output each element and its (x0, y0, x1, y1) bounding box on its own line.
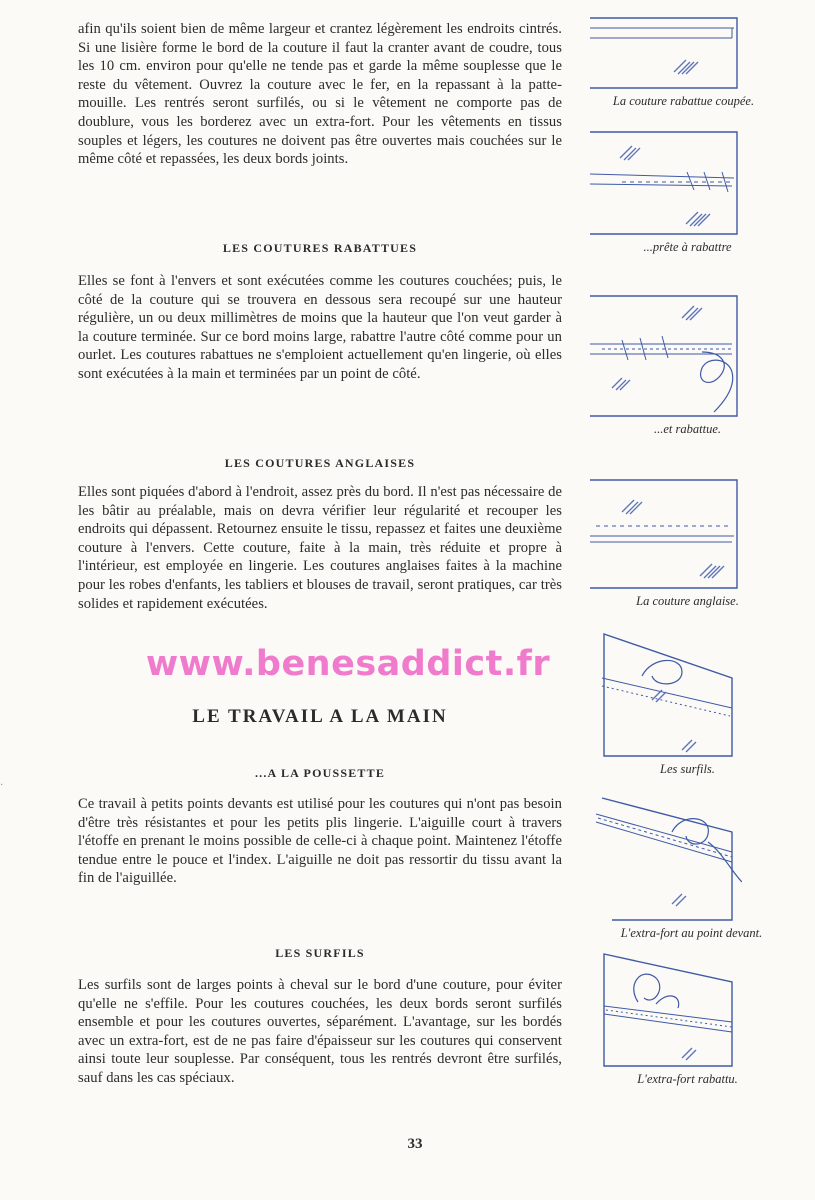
figure-couture-anglaise (560, 476, 815, 609)
overcast-stitch-illustration-icon (582, 628, 742, 760)
figure-extra-fort-rabattu (560, 948, 815, 1087)
seam-pinned-illustration-icon (582, 128, 742, 238)
paragraph-intro: afin qu'ils soient bien de même largeur et crantez légèrement les endroits cintrés. Si une lisière forme le bord de la couture il faut la cranter avant de coudre, tous les 10 cm. environ pour qu'elle ne tende pas et garde la même souplesse que le reste du vêtement. Ouvrez la couture avec le fer, en la repassant à la patte-mouille. Les rentrés seront surfilés, ou si le vêtement ne comporte pas de doublure, vous les borderez avec un extra-fort. Pour les vêtements en tissus souples et légers, les coutures ne doivent pas être ouvertes mais couchées sur le même côté et repassées, les deux bords joints. (78, 21, 562, 168)
heading-coutures-rabattues: LES COUTURES RABATTUES (222, 241, 418, 255)
paragraph-anglaises: Elles sont piquées d'abord à l'endroit, assez près du bord. Il n'est pas nécessaire de les bâtir au préalable, mais on devra vérifier leur régularité et recouper les endroits qui dépassent. Retournez ensuite le tissu, repassez et faites une deuxième couture à l'envers. Cette couture, faite à la main, très réduite et propre à l'intérieur, est employée en lingerie. Les coutures anglaises faites à la machine pour les robes d'enfants, les tabliers et blouses de travail, seront pratiques, car très solides et rapidement exécutées. (78, 484, 562, 612)
caption-fig3: ...et rabattue. (653, 422, 721, 436)
heading-coutures-anglaises: LES COUTURES ANGLAISES (224, 456, 416, 470)
caption-fig2: ...prête à rabattre (643, 240, 732, 254)
heading-a-la-poussette: ...A LA POUSSETTE (254, 766, 386, 780)
figure-couture-rabattue-coupee (560, 14, 815, 109)
heading-travail-a-la-main: LE TRAVAIL A LA MAIN (192, 706, 448, 727)
page-number: 33 (407, 1136, 423, 1152)
caption-fig6: L'extra-fort au point devant. (620, 926, 763, 940)
paragraph-surfils: Les surfils sont de larges points à cheval sur le bord d'une couture, pour éviter qu'elle ne s'effile. Pour les coutures couchées, les deux bords seront surfilés ensemble et pour les coutures ouvertes, séparément. L'avantage, sur les bordés avec un extra-fort, est de ne pas faire d'épaisseur sur les coutures qui conservent ainsi toute leur souplesse. Par conséquent, tous les rentrés devront être surfilés, sauf dans les cas spéciaux. (78, 977, 562, 1086)
caption-fig7: L'extra-fort rabattu. (637, 1072, 738, 1086)
binding-running-stitch-illustration-icon (582, 792, 742, 924)
caption-fig4: La couture anglaise. (636, 594, 739, 608)
heading-surfils: LES SURFILS (275, 946, 365, 960)
seam-hemmed-illustration-icon (582, 292, 742, 420)
figure-et-rabattue (560, 292, 815, 437)
seam-illustration-icon (582, 14, 742, 92)
figure-prete-a-rabattre (560, 128, 815, 255)
caption-fig5: Les surfils. (660, 762, 715, 776)
caption-fig1: La couture rabattue coupée. (612, 94, 755, 108)
paragraph-rabattues: Elles se font à l'envers et sont exécutées comme les coutures couchées; puis, le côté de la couture qui se trouvera en dessous sera recoupé sur une hauteur régulière, un ou deux millimètres de moins que la hauteur que l'on veut garder à la couture terminée. Sur ce bord moins large, rabattre l'autre côté comme pour un ourlet. Les coutures rabattues ne s'emploient actuellement qu'en lingerie, où elles sont exécutées à la main et terminées par un point de côté. (78, 273, 562, 382)
watermark-url: www.benesaddict.fr (145, 644, 551, 684)
margin-mark: · (0, 780, 4, 791)
binding-hemmed-illustration-icon (582, 948, 742, 1070)
paragraph-poussette: Ce travail à petits points devants est utilisé pour les coutures qui n'ont pas besoin d'être très résistantes et pour les petits plis lingerie. L'aiguille court à travers l'étoffe en prenant le moins possible de celle-ci à chaque point. Maintenez l'étoffe tendue entre le pouce et l'index. L'aiguille ne doit pas ressortir du tissu avant la fin de l'aiguillée. (78, 796, 562, 887)
french-seam-illustration-icon (582, 476, 742, 592)
figure-surfils (560, 628, 815, 777)
figure-extra-fort-point-devant (560, 792, 815, 941)
